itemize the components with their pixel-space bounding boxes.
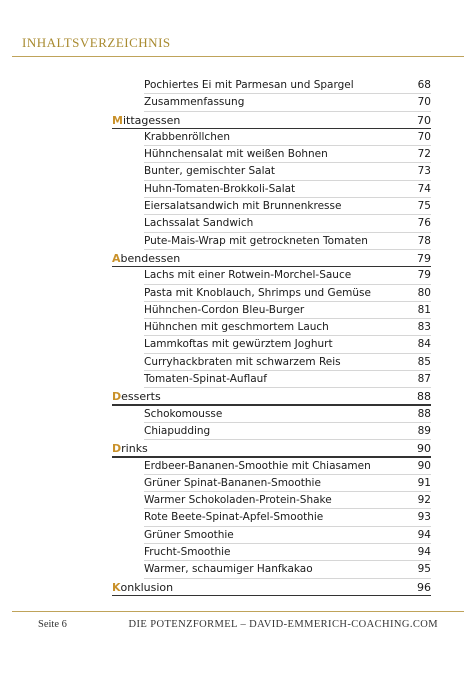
toc-page-number: 83: [417, 321, 431, 334]
toc-section-initial: M: [112, 113, 123, 127]
toc-page-number: 76: [417, 217, 431, 230]
toc-page-number: 87: [417, 373, 431, 386]
toc-section-initial: D: [112, 390, 122, 404]
toc-entry[interactable]: [144, 129, 431, 146]
toc-entry-title: Zusammenfassung: [144, 96, 245, 109]
toc-page-number: 70: [417, 96, 431, 109]
toc-section[interactable]: [112, 112, 431, 129]
toc-page-number: 96: [417, 580, 431, 594]
toc-page-number: 95: [417, 563, 431, 576]
toc-entry-title: Lammkoftas mit gewürztem Joghurt: [144, 338, 333, 351]
toc-page-number: 73: [417, 165, 431, 178]
toc-entry[interactable]: [144, 181, 431, 198]
toc-entry-title: Hühnchen-Cordon Bleu-Burger: [144, 303, 305, 316]
toc-page-number: 90: [417, 442, 431, 456]
toc-page-number: 94: [417, 528, 431, 541]
toc-entry[interactable]: [144, 336, 431, 353]
toc-entry-title: Eiersalatsandwich mit Brunnenkresse: [144, 200, 342, 213]
toc-section-title: ittagessen: [122, 113, 181, 127]
toc-entry[interactable]: [144, 354, 431, 371]
toc-page-number: 94: [417, 546, 431, 559]
toc-entry[interactable]: [144, 163, 431, 180]
footer-title: DIE POTENZFORMEL – DAVID-EMMERICH-COACHING.COM: [128, 619, 438, 630]
toc-page-number: 70: [417, 113, 431, 127]
toc-entry[interactable]: [144, 509, 431, 526]
toc-entry-title: Rote Beete-Spinat-Apfel-Smoothie: [144, 511, 324, 524]
toc-page-number: 74: [417, 182, 431, 195]
toc-entry-title: Pute-Mais-Wrap mit getrockneten Tomaten: [144, 234, 368, 247]
toc-entry[interactable]: [144, 371, 431, 388]
footer-divider: [12, 611, 464, 612]
toc-entry-title: Krabbenröllchen: [144, 130, 230, 143]
toc-page-number: 90: [417, 459, 431, 472]
toc-entry[interactable]: [144, 198, 431, 215]
toc-entry[interactable]: [144, 458, 431, 475]
toc-entry-title: Schokomousse: [144, 407, 223, 420]
toc-entry-title: Grüner Smoothie: [144, 528, 234, 541]
toc-page-number: 93: [417, 511, 431, 524]
toc-entry[interactable]: [144, 423, 431, 440]
toc-section[interactable]: [112, 250, 431, 267]
toc-page-number: 80: [417, 286, 431, 299]
toc-entry[interactable]: [144, 267, 431, 284]
toc-entry-title: Hühnchensalat mit weißen Bohnen: [144, 148, 328, 161]
toc-entry-title: Frucht-Smoothie: [144, 546, 231, 559]
toc-page-number: 92: [417, 494, 431, 507]
toc-entry-title: Hühnchen mit geschmortem Lauch: [144, 321, 329, 334]
toc-page-number: 68: [417, 79, 431, 91]
toc-entry[interactable]: [144, 319, 431, 336]
toc-section[interactable]: [112, 388, 431, 405]
toc-page-number: 84: [417, 338, 431, 351]
toc-entry-title: Chiapudding: [144, 424, 211, 437]
toc-entry[interactable]: [144, 77, 431, 94]
toc-entry[interactable]: [144, 146, 431, 163]
toc-entry[interactable]: [144, 215, 431, 232]
toc-page-number: 79: [417, 269, 431, 282]
toc-entry-title: Tomaten-Spinat-Auflauf: [144, 373, 267, 386]
toc-entry-title: Lachssalat Sandwich: [144, 217, 254, 230]
toc-entry[interactable]: [144, 302, 431, 319]
toc-section-initial: D: [112, 442, 122, 456]
toc-entry-title: Warmer Schokoladen-Protein-Shake: [144, 494, 332, 507]
toc-entry-title: Huhn-Tomaten-Brokkoli-Salat: [144, 182, 296, 195]
toc-entry-title: Curryhackbraten mit schwarzem Reis: [144, 355, 341, 368]
toc-entry[interactable]: [144, 475, 431, 492]
toc-entry-title: Erdbeer-Bananen-Smoothie mit Chiasamen: [144, 459, 371, 472]
toc-page-number: 72: [417, 148, 431, 161]
toc-entry[interactable]: [144, 285, 431, 302]
toc-entry-title: Pasta mit Knoblauch, Shrimps und Gemüse: [144, 286, 371, 299]
toc-section-title: onklusion: [120, 580, 174, 594]
toc-entry[interactable]: [144, 492, 431, 509]
toc-page-number: 88: [417, 407, 431, 420]
toc-section-title: rinks: [121, 442, 148, 456]
toc-section-initial: A: [112, 251, 121, 265]
toc-entry[interactable]: [144, 561, 431, 578]
table-of-contents: [112, 77, 431, 596]
toc-page-number: 75: [417, 200, 431, 213]
toc-section[interactable]: [112, 440, 431, 457]
toc-entry-title: Grüner Spinat-Bananen-Smoothie: [144, 476, 321, 489]
toc-entry-title: Pochiertes Ei mit Parmesan und Spargel: [144, 79, 354, 91]
page-number-label: Seite 6: [38, 619, 67, 630]
toc-entry[interactable]: [144, 406, 431, 423]
toc-page-number: 79: [417, 251, 431, 265]
toc-entry[interactable]: [144, 544, 431, 561]
toc-page-number: 85: [417, 355, 431, 368]
toc-section-initial: K: [112, 580, 121, 594]
toc-page-number: 81: [417, 303, 431, 316]
toc-page-number: 70: [417, 130, 431, 143]
toc-entry[interactable]: [144, 94, 431, 111]
toc-page-number: 78: [417, 234, 431, 247]
toc-page-number: 88: [417, 390, 431, 404]
header-divider: [12, 56, 464, 57]
toc-entry-title: Warmer, schaumiger Hanfkakao: [144, 563, 313, 576]
toc-entry[interactable]: [144, 527, 431, 544]
toc-page-number: 89: [417, 424, 431, 437]
toc-page-number: 91: [417, 476, 431, 489]
page-header-title: INHALTSVERZEICHNIS: [22, 35, 171, 50]
toc-entry-title: Bunter, gemischter Salat: [144, 165, 276, 178]
toc-section-title: esserts: [121, 390, 161, 404]
toc-section-title: bendessen: [120, 251, 181, 265]
toc-section[interactable]: [112, 579, 431, 596]
toc-entry[interactable]: [144, 233, 431, 250]
toc-entry-title: Lachs mit einer Rotwein-Morchel-Sauce: [144, 269, 352, 282]
